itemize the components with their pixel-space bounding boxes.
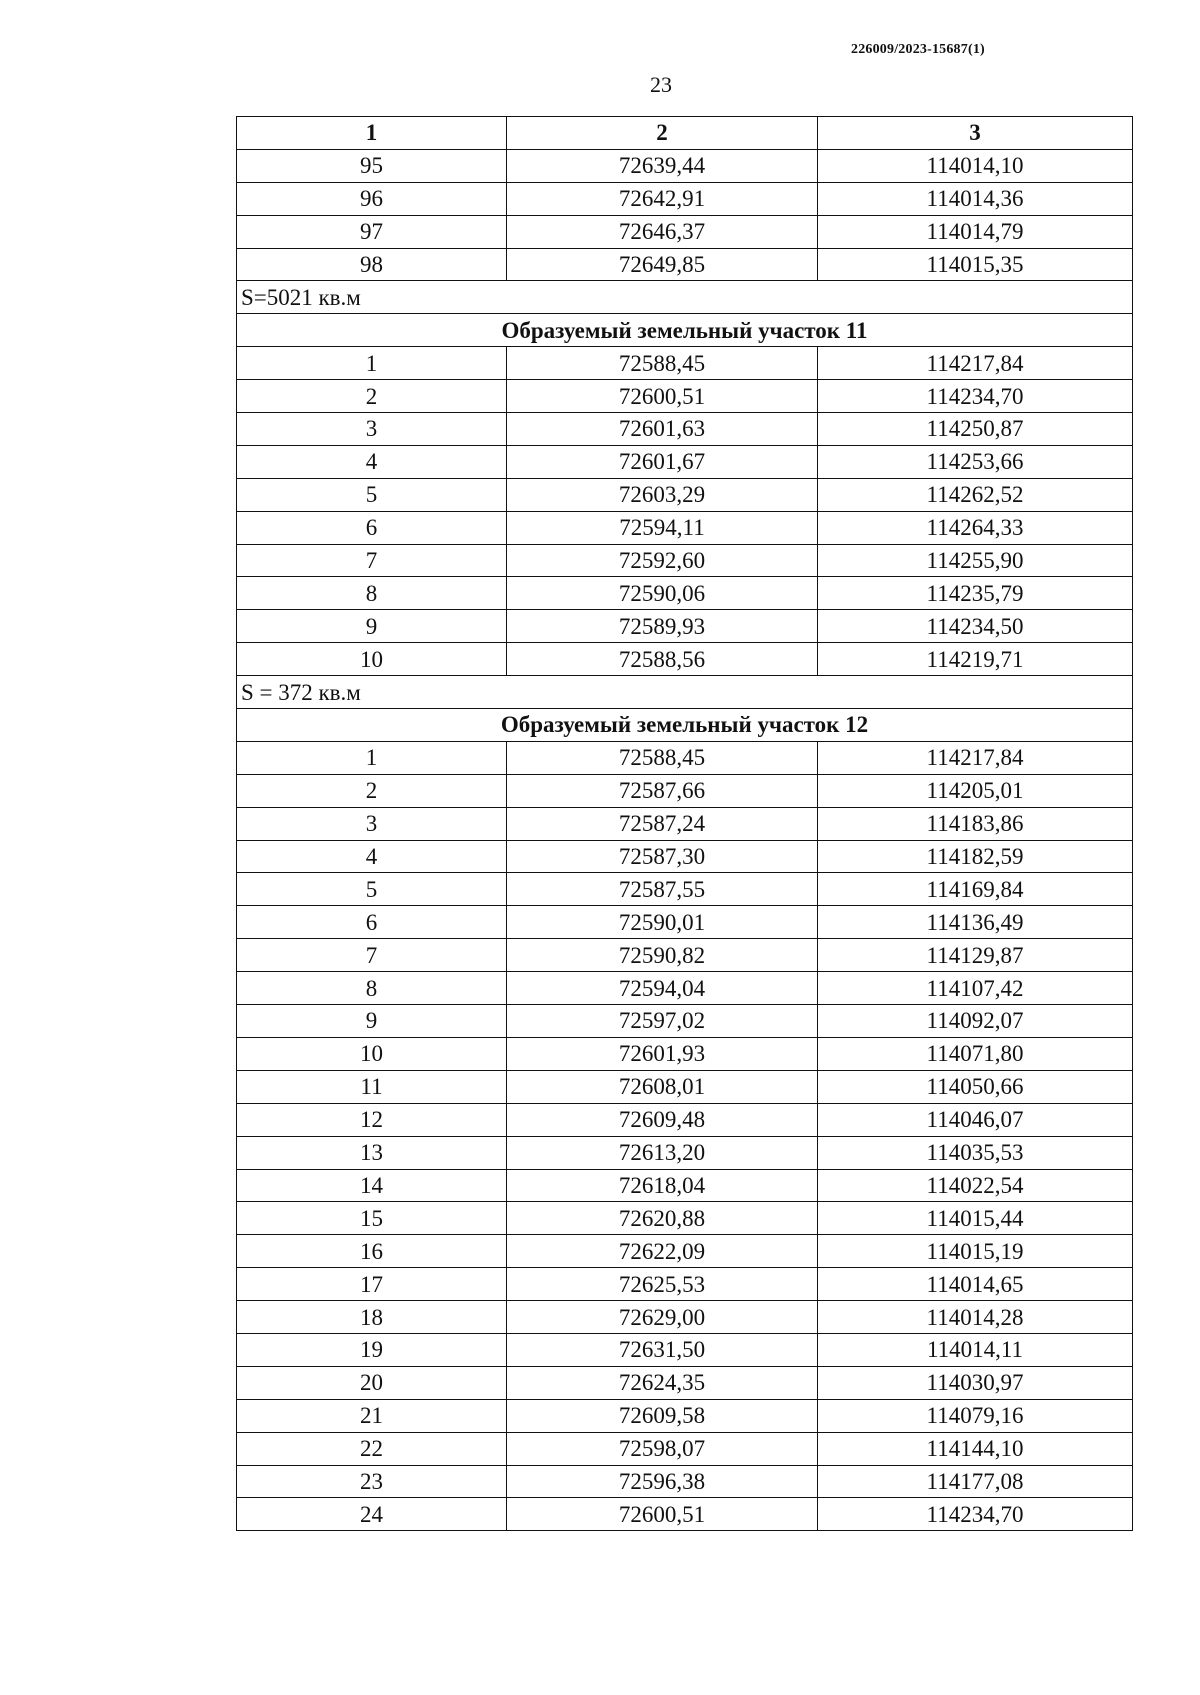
x-coordinate-cell: 72629,00 [507, 1301, 818, 1334]
x-coordinate-cell: 72587,24 [507, 807, 818, 840]
y-coordinate-cell: 114234,50 [818, 610, 1133, 643]
x-coordinate-cell: 72609,48 [507, 1103, 818, 1136]
y-coordinate-cell: 114092,07 [818, 1005, 1133, 1038]
x-coordinate-cell: 72587,55 [507, 873, 818, 906]
table-row [237, 1202, 1133, 1235]
point-number-cell: 95 [237, 149, 507, 182]
y-coordinate-cell: 114217,84 [818, 741, 1133, 774]
x-coordinate-cell: 72588,56 [507, 643, 818, 676]
point-number-cell: 1 [237, 741, 507, 774]
table-row [237, 1005, 1133, 1038]
y-coordinate-cell: 114183,86 [818, 807, 1133, 840]
table-row [237, 149, 1133, 182]
table-row [237, 1465, 1133, 1498]
point-number-cell: 96 [237, 182, 507, 215]
table-header-row [237, 117, 1133, 150]
table-row [237, 1366, 1133, 1399]
x-coordinate-cell: 72608,01 [507, 1070, 818, 1103]
table-row [237, 1136, 1133, 1169]
y-coordinate-cell: 114253,66 [818, 445, 1133, 478]
x-coordinate-cell: 72590,01 [507, 906, 818, 939]
point-number-cell: 8 [237, 577, 507, 610]
point-number-cell: 21 [237, 1399, 507, 1432]
point-number-cell: 4 [237, 445, 507, 478]
point-number-cell: 9 [237, 610, 507, 643]
point-number-cell: 97 [237, 215, 507, 248]
x-coordinate-cell: 72601,67 [507, 445, 818, 478]
point-number-cell: 17 [237, 1268, 507, 1301]
table-row [237, 413, 1133, 446]
table-row [237, 248, 1133, 281]
page-number: 23 [650, 72, 672, 97]
y-coordinate-cell: 114217,84 [818, 347, 1133, 380]
point-number-cell: 15 [237, 1202, 507, 1235]
table-row [237, 215, 1133, 248]
x-coordinate-cell: 72592,60 [507, 544, 818, 577]
table-row [237, 1301, 1133, 1334]
column-header: 2 [507, 117, 818, 150]
y-coordinate-cell: 114071,80 [818, 1037, 1133, 1070]
point-number-cell: 14 [237, 1169, 507, 1202]
table-row [237, 1169, 1133, 1202]
x-coordinate-cell: 72594,04 [507, 972, 818, 1005]
x-coordinate-cell: 72596,38 [507, 1465, 818, 1498]
x-coordinate-cell: 72625,53 [507, 1268, 818, 1301]
table-row [237, 1333, 1133, 1366]
x-coordinate-cell: 72601,63 [507, 413, 818, 446]
y-coordinate-cell: 114262,52 [818, 478, 1133, 511]
table-row [237, 544, 1133, 577]
point-number-cell: 18 [237, 1301, 507, 1334]
x-coordinate-cell: 72631,50 [507, 1333, 818, 1366]
point-number-cell: 1 [237, 347, 507, 380]
x-coordinate-cell: 72622,09 [507, 1235, 818, 1268]
point-number-cell: 13 [237, 1136, 507, 1169]
point-number-cell: 10 [237, 1037, 507, 1070]
table-row [237, 1399, 1133, 1432]
table-row [237, 774, 1133, 807]
point-number-cell: 22 [237, 1432, 507, 1465]
area-row [237, 281, 1133, 314]
y-coordinate-cell: 114022,54 [818, 1169, 1133, 1202]
x-coordinate-cell: 72598,07 [507, 1432, 818, 1465]
x-coordinate-cell: 72587,66 [507, 774, 818, 807]
y-coordinate-cell: 114015,35 [818, 248, 1133, 281]
y-coordinate-cell: 114107,42 [818, 972, 1133, 1005]
area-value: S = 372 кв.м [237, 676, 1133, 709]
coordinates-table [236, 116, 1133, 1531]
point-number-cell: 7 [237, 939, 507, 972]
table-row [237, 445, 1133, 478]
point-number-cell: 23 [237, 1465, 507, 1498]
x-coordinate-cell: 72618,04 [507, 1169, 818, 1202]
point-number-cell: 16 [237, 1235, 507, 1268]
point-number-cell: 11 [237, 1070, 507, 1103]
table-row [237, 1268, 1133, 1301]
point-number-cell: 20 [237, 1366, 507, 1399]
table-row [237, 873, 1133, 906]
y-coordinate-cell: 114136,49 [818, 906, 1133, 939]
point-number-cell: 8 [237, 972, 507, 1005]
point-number-cell: 6 [237, 906, 507, 939]
y-coordinate-cell: 114234,70 [818, 380, 1133, 413]
y-coordinate-cell: 114250,87 [818, 413, 1133, 446]
x-coordinate-cell: 72649,85 [507, 248, 818, 281]
y-coordinate-cell: 114177,08 [818, 1465, 1133, 1498]
x-coordinate-cell: 72642,91 [507, 182, 818, 215]
y-coordinate-cell: 114144,10 [818, 1432, 1133, 1465]
table-row [237, 1070, 1133, 1103]
table-row [237, 939, 1133, 972]
x-coordinate-cell: 72603,29 [507, 478, 818, 511]
table-row [237, 643, 1133, 676]
point-number-cell: 3 [237, 413, 507, 446]
table-row [237, 906, 1133, 939]
point-number-cell: 10 [237, 643, 507, 676]
table-row [237, 1103, 1133, 1136]
table-row [237, 182, 1133, 215]
x-coordinate-cell: 72646,37 [507, 215, 818, 248]
table-row [237, 840, 1133, 873]
document-registration-number: 226009/2023-15687(1) [851, 42, 985, 57]
y-coordinate-cell: 114182,59 [818, 840, 1133, 873]
x-coordinate-cell: 72639,44 [507, 149, 818, 182]
table-row [237, 610, 1133, 643]
x-coordinate-cell: 72588,45 [507, 741, 818, 774]
table-row [237, 380, 1133, 413]
table-row [237, 741, 1133, 774]
point-number-cell: 12 [237, 1103, 507, 1136]
column-header: 1 [237, 117, 507, 150]
point-number-cell: 3 [237, 807, 507, 840]
y-coordinate-cell: 114169,84 [818, 873, 1133, 906]
x-coordinate-cell: 72588,45 [507, 347, 818, 380]
y-coordinate-cell: 114050,66 [818, 1070, 1133, 1103]
point-number-cell: 24 [237, 1498, 507, 1531]
y-coordinate-cell: 114219,71 [818, 643, 1133, 676]
coordinates-table-body [237, 117, 1133, 1531]
table-row [237, 972, 1133, 1005]
table-row [237, 1498, 1133, 1531]
point-number-cell: 9 [237, 1005, 507, 1038]
y-coordinate-cell: 114014,36 [818, 182, 1133, 215]
y-coordinate-cell: 114205,01 [818, 774, 1133, 807]
y-coordinate-cell: 114264,33 [818, 511, 1133, 544]
table-row [237, 1037, 1133, 1070]
point-number-cell: 5 [237, 478, 507, 511]
x-coordinate-cell: 72600,51 [507, 1498, 818, 1531]
x-coordinate-cell: 72597,02 [507, 1005, 818, 1038]
x-coordinate-cell: 72613,20 [507, 1136, 818, 1169]
y-coordinate-cell: 114014,11 [818, 1333, 1133, 1366]
x-coordinate-cell: 72590,06 [507, 577, 818, 610]
point-number-cell: 2 [237, 380, 507, 413]
section-title: Образуемый земельный участок 11 [237, 314, 1133, 347]
point-number-cell: 5 [237, 873, 507, 906]
x-coordinate-cell: 72601,93 [507, 1037, 818, 1070]
point-number-cell: 19 [237, 1333, 507, 1366]
column-header: 3 [818, 117, 1133, 150]
y-coordinate-cell: 114014,10 [818, 149, 1133, 182]
y-coordinate-cell: 114015,19 [818, 1235, 1133, 1268]
y-coordinate-cell: 114014,65 [818, 1268, 1133, 1301]
point-number-cell: 98 [237, 248, 507, 281]
table-row [237, 577, 1133, 610]
y-coordinate-cell: 114014,28 [818, 1301, 1133, 1334]
y-coordinate-cell: 114030,97 [818, 1366, 1133, 1399]
point-number-cell: 4 [237, 840, 507, 873]
y-coordinate-cell: 114079,16 [818, 1399, 1133, 1432]
area-row [237, 676, 1133, 709]
section-title-row [237, 709, 1133, 742]
point-number-cell: 6 [237, 511, 507, 544]
x-coordinate-cell: 72589,93 [507, 610, 818, 643]
x-coordinate-cell: 72600,51 [507, 380, 818, 413]
point-number-cell: 2 [237, 774, 507, 807]
x-coordinate-cell: 72609,58 [507, 1399, 818, 1432]
x-coordinate-cell: 72594,11 [507, 511, 818, 544]
x-coordinate-cell: 72590,82 [507, 939, 818, 972]
x-coordinate-cell: 72620,88 [507, 1202, 818, 1235]
y-coordinate-cell: 114255,90 [818, 544, 1133, 577]
section-title-row [237, 314, 1133, 347]
point-number-cell: 7 [237, 544, 507, 577]
table-row [237, 347, 1133, 380]
y-coordinate-cell: 114234,70 [818, 1498, 1133, 1531]
section-title: Образуемый земельный участок 12 [237, 709, 1133, 742]
y-coordinate-cell: 114015,44 [818, 1202, 1133, 1235]
y-coordinate-cell: 114046,07 [818, 1103, 1133, 1136]
table-row [237, 807, 1133, 840]
table-row [237, 511, 1133, 544]
y-coordinate-cell: 114035,53 [818, 1136, 1133, 1169]
area-value: S=5021 кв.м [237, 281, 1133, 314]
y-coordinate-cell: 114129,87 [818, 939, 1133, 972]
table-row [237, 1432, 1133, 1465]
table-row [237, 478, 1133, 511]
x-coordinate-cell: 72624,35 [507, 1366, 818, 1399]
y-coordinate-cell: 114235,79 [818, 577, 1133, 610]
x-coordinate-cell: 72587,30 [507, 840, 818, 873]
y-coordinate-cell: 114014,79 [818, 215, 1133, 248]
table-row [237, 1235, 1133, 1268]
